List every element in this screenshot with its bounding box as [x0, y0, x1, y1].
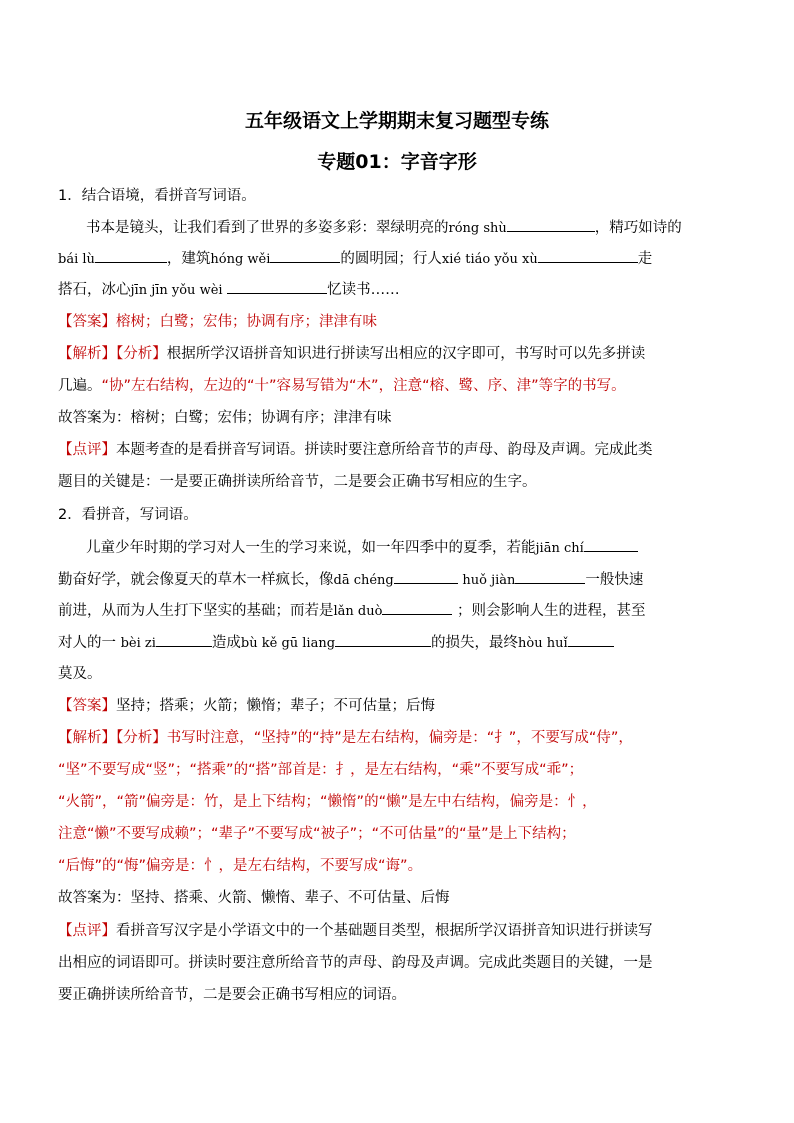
analysis-text: 几遍。: [58, 378, 102, 394]
q1-text: 搭石，冰心: [58, 282, 131, 298]
answer-text: 坚持；搭乘；火箭；懒惰；辈子；不可估量；后悔: [116, 698, 435, 714]
q2-text: 一般快速: [585, 572, 644, 588]
q2-text: 前进，从而为人生打下坚实的基础；而若是: [58, 603, 334, 619]
document-subtitle: 专题01：字音字形: [317, 151, 477, 173]
comment-tag: 【点评】: [58, 442, 116, 458]
q2-line-5: 莫及。: [58, 666, 102, 682]
q2-pinyin: hòu huǐ: [518, 636, 568, 651]
answer-blank: [515, 569, 585, 584]
q2-pinyin: huǒ jiàn: [462, 573, 516, 588]
q2-analysis-6: 故答案为：坚持、搭乘、火箭、懒惰、辈子、不可估量、后悔: [58, 890, 450, 906]
q2-analysis-2: “坚”不要写成“竖”；“搭乘”的“搭”部首是：扌，是左右结构，“乘”不要写成“乖”；: [58, 762, 584, 778]
q2-pinyin: lǎn duò: [333, 604, 383, 619]
q2-line-1: [86, 537, 638, 559]
q2-comment-1: [58, 921, 653, 941]
q2-pinyin: bù kě gū liang: [240, 636, 336, 651]
answer-blank: [382, 600, 452, 615]
q2-line-4: [58, 632, 614, 654]
q1-analysis-3: 故答案为：榕树；白鹭；宏伟；协调有序；津津有味: [58, 410, 392, 426]
answer-blank: [507, 217, 595, 232]
answer-blank: [584, 537, 638, 552]
q2-text: 儿童少年时期的学习对人一生的学习来说，如一年四季中的夏季，若能: [86, 540, 536, 556]
q1-text: 走: [637, 251, 653, 267]
q2-line-3: [58, 600, 646, 622]
q2-analysis-5: “后悔”的“悔”偏旁是：忄，是左右结构，不要写成“诲”。: [58, 858, 423, 874]
q1-pinyin: xié tiáo yǒu xù: [441, 252, 538, 267]
q1-text: ，建筑: [166, 251, 211, 267]
answer-text: 榕树；白鹭；宏伟；协调有序；津津有味: [116, 314, 377, 330]
analysis-text: 书写时注意，“坚持”的“持”是左右结构，偏旁是：“扌”，不要写成“侍”，: [166, 730, 633, 746]
q2-analysis-1: [58, 728, 633, 748]
q2-comment-3: 要正确拼读所给音节，二是要会正确书写相应的词语。: [58, 987, 406, 1003]
q1-analysis-2: [58, 376, 626, 396]
answer-blank: [335, 632, 431, 647]
comment-tag: 【点评】: [58, 923, 116, 939]
analysis-text: “协”左右结构，左边的“十”容易写错为“木”，注意“榕、鹭、序、津”等字的书写。: [101, 378, 626, 394]
q2-answer: [58, 696, 435, 716]
analysis-tag: 【解析】【分析】: [58, 730, 167, 746]
q2-text: ；则会影响人生的进程，甚至: [457, 603, 646, 619]
q2-pinyin: dā chéng: [333, 573, 394, 588]
q1-pinyin: hóng wěi: [210, 252, 271, 267]
q1-text: 的圆明园；行人: [340, 251, 442, 267]
q1-text: ，精巧如诗的: [594, 220, 682, 236]
q2-comment-2: 出相应的词语即可。拼读时要注意所给音节的声母、韵母及声调。完成此类题目的关键，一是: [58, 955, 653, 971]
q2-text: 的损失，最终: [431, 635, 519, 651]
answer-blank: [95, 248, 167, 263]
q1-text: 忆读书……: [327, 282, 400, 298]
q2-analysis-4: 注意“懒”不要写成赖”；“辈子”不要写成“被子”；“不可估量”的“量”是上下结构；: [58, 826, 576, 842]
q1-text: 书本是镜头，让我们看到了世界的多姿多彩：翠绿明亮的: [86, 220, 449, 236]
answer-tag: 【答案】: [58, 314, 116, 330]
analysis-text: 根据所学汉语拼音知识进行拼读写出相应的汉字即可，书写时可以先多拼读: [166, 346, 646, 362]
q2-analysis-3: “火箭”，“箭”偏旁是：竹，是上下结构；“懒惰”的“懒”是左中右结构，偏旁是：忄，: [58, 794, 597, 810]
q2-heading: 2．看拼音，写词语。: [58, 507, 198, 523]
q1-comment-1: [58, 440, 653, 460]
q1-line-3: [58, 279, 400, 301]
comment-text: 本题考查的是看拼音写词语。拼读时要注意所给音节的声母、韵母及声调。完成此类: [116, 442, 653, 458]
q2-text: 勤奋好学，就会像夏天的草木一样疯长，像: [58, 572, 334, 588]
q1-analysis-1: [58, 344, 645, 364]
q1-pinyin: jīn jīn yǒu wèi: [130, 283, 223, 298]
document-title: 五年级语文上学期期末复习题型专练: [244, 110, 549, 132]
q2-text: 造成: [211, 635, 241, 651]
answer-blank: [394, 569, 458, 584]
q1-answer: [58, 312, 377, 332]
q1-heading: 1．结合语境，看拼音写词语。: [58, 188, 256, 204]
q1-pinyin: bái lù: [58, 252, 95, 267]
q1-line-2: [58, 248, 652, 270]
answer-blank: [270, 248, 340, 263]
comment-text: 看拼音写汉字是小学语文中的一个基础题目类型，根据所学汉语拼音知识进行拼读写: [116, 923, 653, 939]
answer-blank: [227, 279, 327, 294]
q2-line-2: [58, 569, 643, 591]
q1-pinyin: róng shù: [448, 221, 507, 236]
q2-pinyin: jiān chí: [535, 541, 584, 556]
analysis-tag: 【解析】【分析】: [58, 346, 167, 362]
answer-tag: 【答案】: [58, 698, 116, 714]
q2-text: 对人的一: [58, 635, 116, 651]
answer-blank: [568, 632, 614, 647]
answer-blank: [538, 248, 638, 263]
q1-comment-2: 题目的关键是：一是要正确拼读所给音节，二是要会正确书写相应的生字。: [58, 474, 537, 490]
q2-pinyin: bèi zi: [120, 636, 156, 651]
q1-line-1: [86, 217, 682, 239]
answer-blank: [156, 632, 212, 647]
